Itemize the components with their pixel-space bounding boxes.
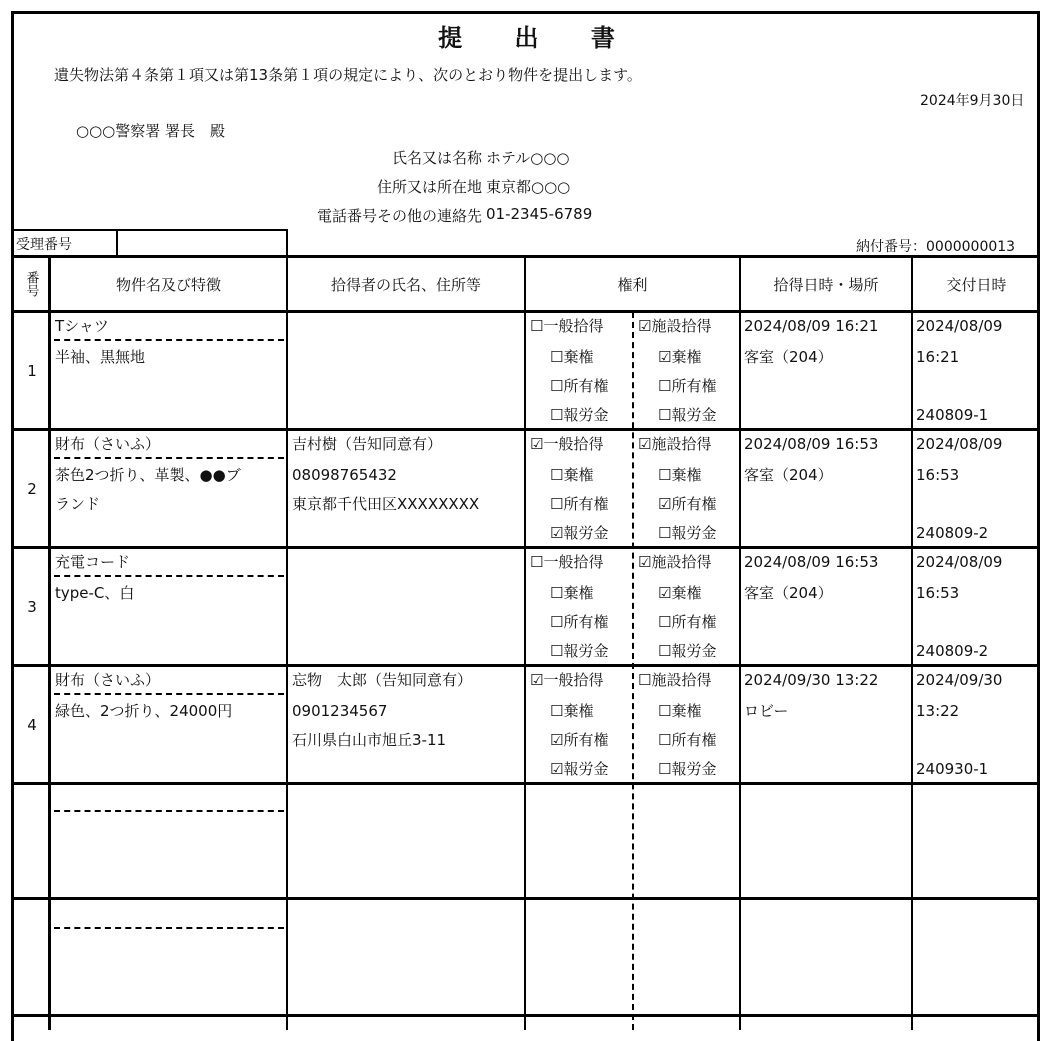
right-reward: ☐報労金 xyxy=(550,406,609,424)
item-name-separator xyxy=(54,810,284,812)
item-description: ランド xyxy=(55,495,101,513)
delivered-date: 2024/08/09 xyxy=(916,317,1003,335)
receipt-top-line xyxy=(11,229,288,231)
right-waiver: ☑棄権 xyxy=(658,348,702,366)
document-title: 提 出 書 xyxy=(438,24,637,52)
header-number: 番号 xyxy=(23,271,39,297)
row-number: 2 xyxy=(27,479,37,498)
receipt-right-line xyxy=(286,229,288,255)
right-ownership: ☐所有権 xyxy=(658,731,717,749)
right-general-find: ☑一般拾得 xyxy=(530,671,604,689)
row-number: 4 xyxy=(27,715,37,734)
receipt-label: 受理番号 xyxy=(16,237,72,253)
delivered-date: 2024/09/30 xyxy=(916,671,1003,689)
right-reward: ☐報労金 xyxy=(658,406,717,424)
address-label: 住所又は所在地 xyxy=(376,178,482,196)
found-place: 客室（204） xyxy=(744,466,833,484)
item-description: 茶色2つ折り、革製、●●ブ xyxy=(55,466,241,484)
addressee: ○○○警察署 署長 殿 xyxy=(76,122,226,140)
right-reward: ☐報労金 xyxy=(658,760,717,778)
item-name-separator xyxy=(54,575,284,577)
right-ownership: ☐所有権 xyxy=(550,377,609,395)
address-value: 東京都○○○ xyxy=(486,178,571,196)
found-datetime: 2024/08/09 16:53 xyxy=(744,553,879,571)
submission-date: 2024年9月30日 xyxy=(920,93,1025,109)
finder-phone: 0901234567 xyxy=(292,702,388,720)
right-ownership: ☑所有権 xyxy=(658,495,717,513)
right-ownership: ☑所有権 xyxy=(550,731,609,749)
item-name-separator xyxy=(54,927,284,929)
item-name-separator xyxy=(54,457,284,459)
right-reward: ☑報労金 xyxy=(550,524,609,542)
header-delivered: 交付日時 xyxy=(946,275,1007,294)
finder-address: 東京都千代田区XXXXXXXX xyxy=(292,495,480,513)
right-waiver: ☐棄権 xyxy=(658,702,702,720)
delivered-time: 16:21 xyxy=(916,348,960,366)
found-datetime: 2024/08/09 16:21 xyxy=(744,317,879,335)
right-waiver: ☐棄権 xyxy=(550,584,594,602)
item-description: 半袖、黒無地 xyxy=(55,348,146,366)
row-number: 3 xyxy=(27,597,37,616)
found-place: 客室（204） xyxy=(744,348,833,366)
header-finder: 拾得者の氏名、住所等 xyxy=(330,275,481,294)
receipt-divider xyxy=(116,229,118,255)
header-item: 物件名及び特徴 xyxy=(115,275,221,294)
col-border xyxy=(739,255,741,1030)
right-general-find: ☐一般拾得 xyxy=(530,317,604,335)
name-label: 氏名又は名称 xyxy=(391,149,482,167)
name-value: ホテル○○○ xyxy=(486,149,570,167)
delivered-code: 240809-1 xyxy=(916,406,989,424)
item-description: type-C、白 xyxy=(55,584,135,602)
item-description: 緑色、2つ折り、24000円 xyxy=(55,702,233,720)
finder-phone: 08098765432 xyxy=(292,466,397,484)
col-border xyxy=(911,255,913,1030)
right-waiver: ☐棄権 xyxy=(550,348,594,366)
right-facility-find: ☑施設拾得 xyxy=(638,435,712,453)
right-waiver: ☐棄権 xyxy=(658,466,702,484)
right-ownership: ☐所有権 xyxy=(550,495,609,513)
right-reward: ☐報労金 xyxy=(550,642,609,660)
finder-name: 忘物 太郎（告知同意有） xyxy=(292,671,473,689)
delivered-code: 240809-2 xyxy=(916,524,989,542)
intro-text: 遺失物法第４条第１項又は第13条第１項の規定により、次のとおり物件を提出します。 xyxy=(54,66,642,84)
delivered-time: 16:53 xyxy=(916,584,960,602)
found-place: ロビー xyxy=(744,702,789,720)
row-number: 1 xyxy=(27,361,37,380)
right-waiver: ☑棄権 xyxy=(658,584,702,602)
right-general-find: ☐一般拾得 xyxy=(530,553,604,571)
col-border xyxy=(286,255,288,1030)
delivered-time: 13:22 xyxy=(916,702,960,720)
header-rights: 権利 xyxy=(617,275,648,294)
right-reward: ☐報労金 xyxy=(658,524,717,542)
right-facility-find: ☐施設拾得 xyxy=(638,671,712,689)
header-found: 拾得日時・場所 xyxy=(773,275,879,294)
finder-address: 石川県白山市旭丘3-11 xyxy=(292,731,447,749)
delivery-number: 納付番号：0000000013 xyxy=(856,239,1016,255)
delivered-date: 2024/08/09 xyxy=(916,553,1003,571)
right-general-find: ☑一般拾得 xyxy=(530,435,604,453)
right-ownership: ☐所有権 xyxy=(550,613,609,631)
item-name: 財布（さいふ） xyxy=(55,671,161,689)
item-name-separator xyxy=(54,693,284,695)
phone-value: 01-2345-6789 xyxy=(486,205,593,223)
rights-dashed-divider xyxy=(632,312,634,1030)
right-reward: ☑報労金 xyxy=(550,760,609,778)
right-waiver: ☐棄権 xyxy=(550,466,594,484)
delivered-date: 2024/08/09 xyxy=(916,435,1003,453)
right-reward: ☐報労金 xyxy=(658,642,717,660)
right-facility-find: ☑施設拾得 xyxy=(638,317,712,335)
phone-label: 電話番号その他の連絡先 xyxy=(316,207,482,225)
right-waiver: ☐棄権 xyxy=(550,702,594,720)
found-datetime: 2024/08/09 16:53 xyxy=(744,435,879,453)
delivered-code: 240809-2 xyxy=(916,642,989,660)
col-border xyxy=(524,255,526,1030)
item-name: 財布（さいふ） xyxy=(55,435,161,453)
delivered-code: 240930-1 xyxy=(916,760,989,778)
item-name-separator xyxy=(54,339,284,341)
right-ownership: ☐所有権 xyxy=(658,377,717,395)
right-facility-find: ☑施設拾得 xyxy=(638,553,712,571)
item-name: Tシャツ xyxy=(55,317,109,335)
right-ownership: ☐所有権 xyxy=(658,613,717,631)
found-datetime: 2024/09/30 13:22 xyxy=(744,671,879,689)
finder-name: 吉村樹（告知同意有） xyxy=(292,435,443,453)
item-name: 充電コード xyxy=(55,553,131,571)
found-place: 客室（204） xyxy=(744,584,833,602)
delivered-time: 16:53 xyxy=(916,466,960,484)
